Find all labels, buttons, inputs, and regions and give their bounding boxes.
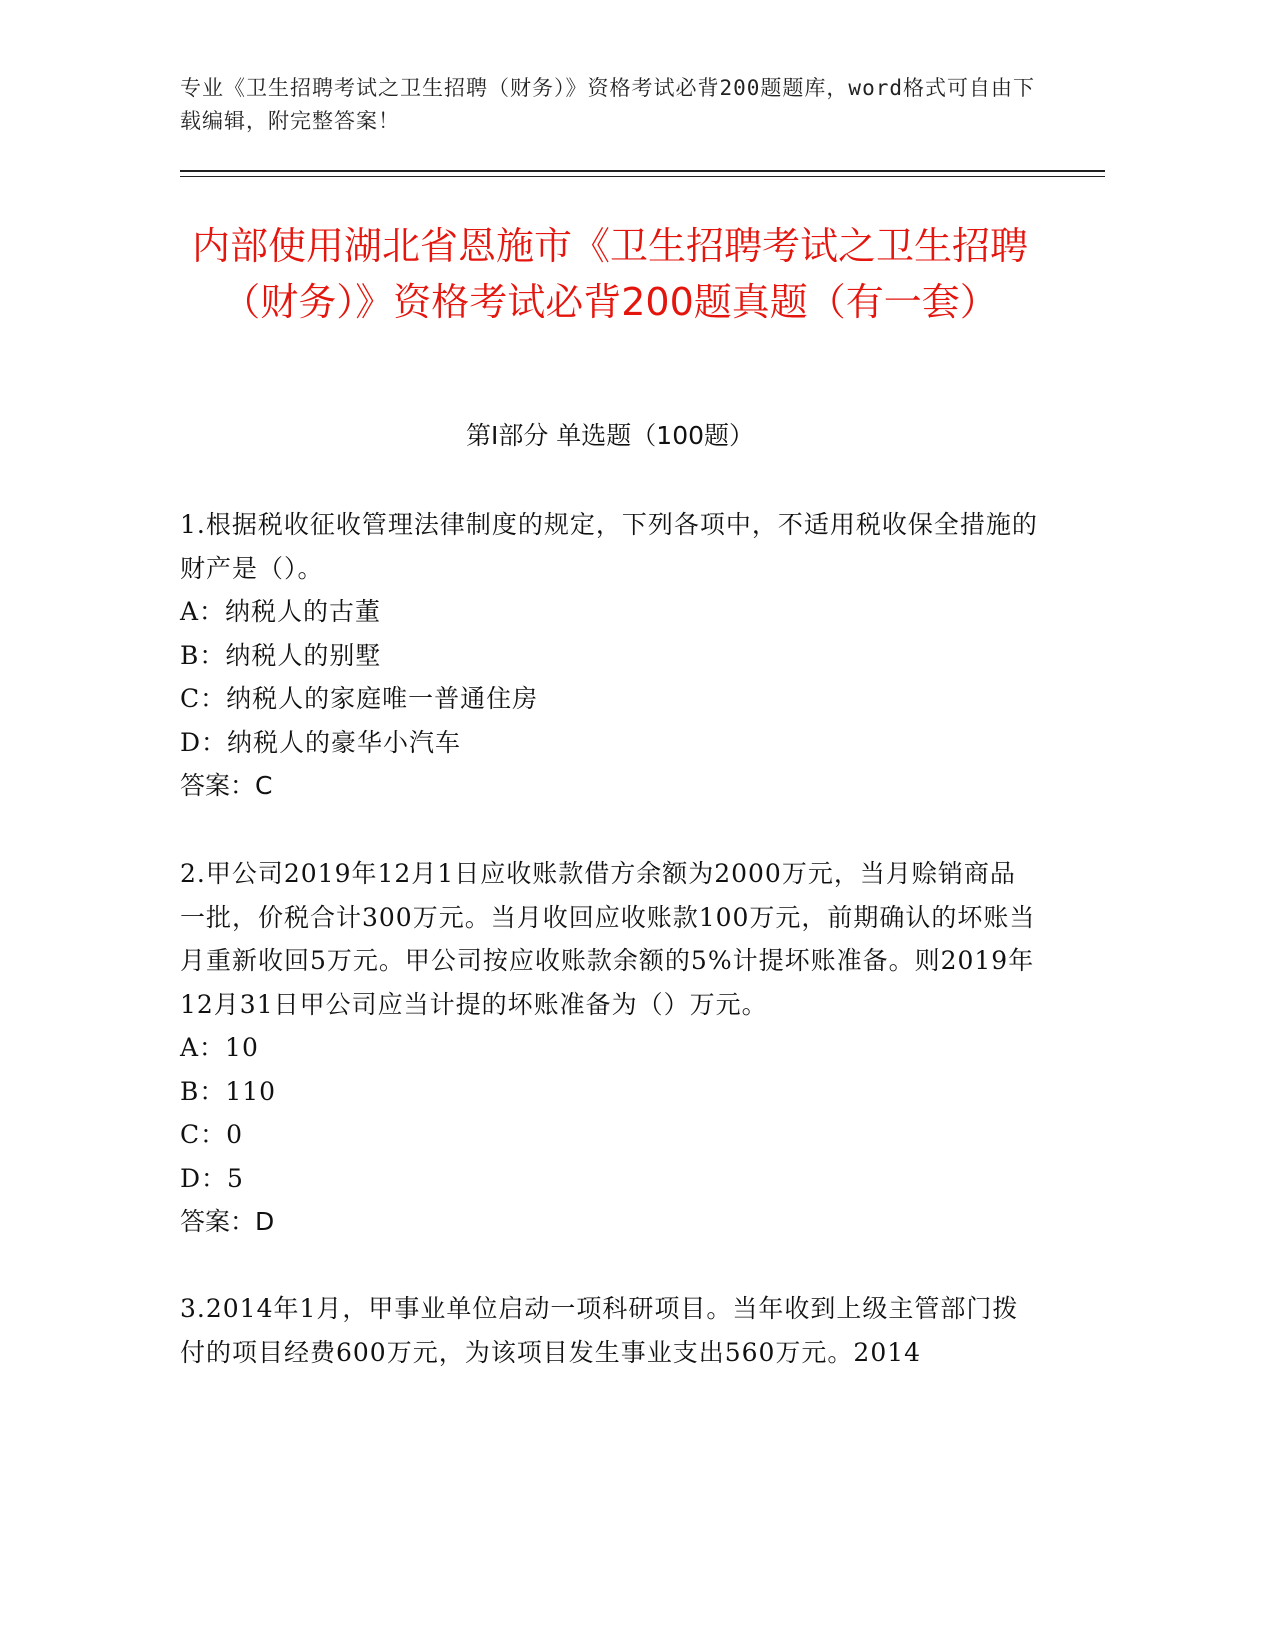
question-stem: 1.根据税收征收管理法律制度的规定，下列各项中，不适用税收保全措施的财产是（）。: [180, 510, 1038, 583]
question-item: [180, 852, 1040, 1244]
header-note: 专业《卫生招聘考试之卫生招聘（财务）》资格考试必背200题题库，word格式可自由下载编辑，附完整答案！: [180, 76, 1035, 133]
question-item: [180, 503, 1040, 808]
header-divider-thick: [180, 170, 1105, 172]
question-stem: 3.2014年1月，甲事业单位启动一项科研项目。当年收到上级主管部门拨付的项目经费600万元，为该项目发生事业支出560万元。2014: [180, 1294, 1019, 1367]
option-c: C：0: [180, 1120, 244, 1149]
option-d: D：5: [180, 1163, 244, 1193]
answer-text: 答案：C: [180, 771, 273, 800]
answer-text: 答案：D: [180, 1207, 275, 1236]
section-title: 第I部分 单选题（100题）: [465, 421, 755, 450]
option-c: C：纳税人的家庭唯一普通住房: [180, 684, 539, 713]
question-stem: 2.甲公司2019年12月1日应收账款借方余额为2000万元，当月赊销商品一批，价税合计300万元。当月收回应收账款100万元，前期确认的坏账当月重新收回5万元。甲公司按应收账款余额的5%计提坏账准备。则2019年12月31日甲公司应当计提的坏账准备为（）万元。: [180, 859, 1036, 1019]
question-item: [180, 1287, 1040, 1374]
option-b: B：110: [180, 1076, 277, 1106]
option-a: A：10: [180, 1033, 259, 1062]
option-d: D：纳税人的豪华小汽车: [180, 727, 462, 757]
option-b: B：纳税人的别墅: [180, 640, 382, 670]
option-a: A：纳税人的古董: [180, 597, 382, 626]
document-title: 内部使用湖北省恩施市《卫生招聘考试之卫生招聘（财务）》资格考试必背200题真题（有一套）: [191, 224, 1028, 324]
header-divider-thin: [180, 176, 1105, 177]
